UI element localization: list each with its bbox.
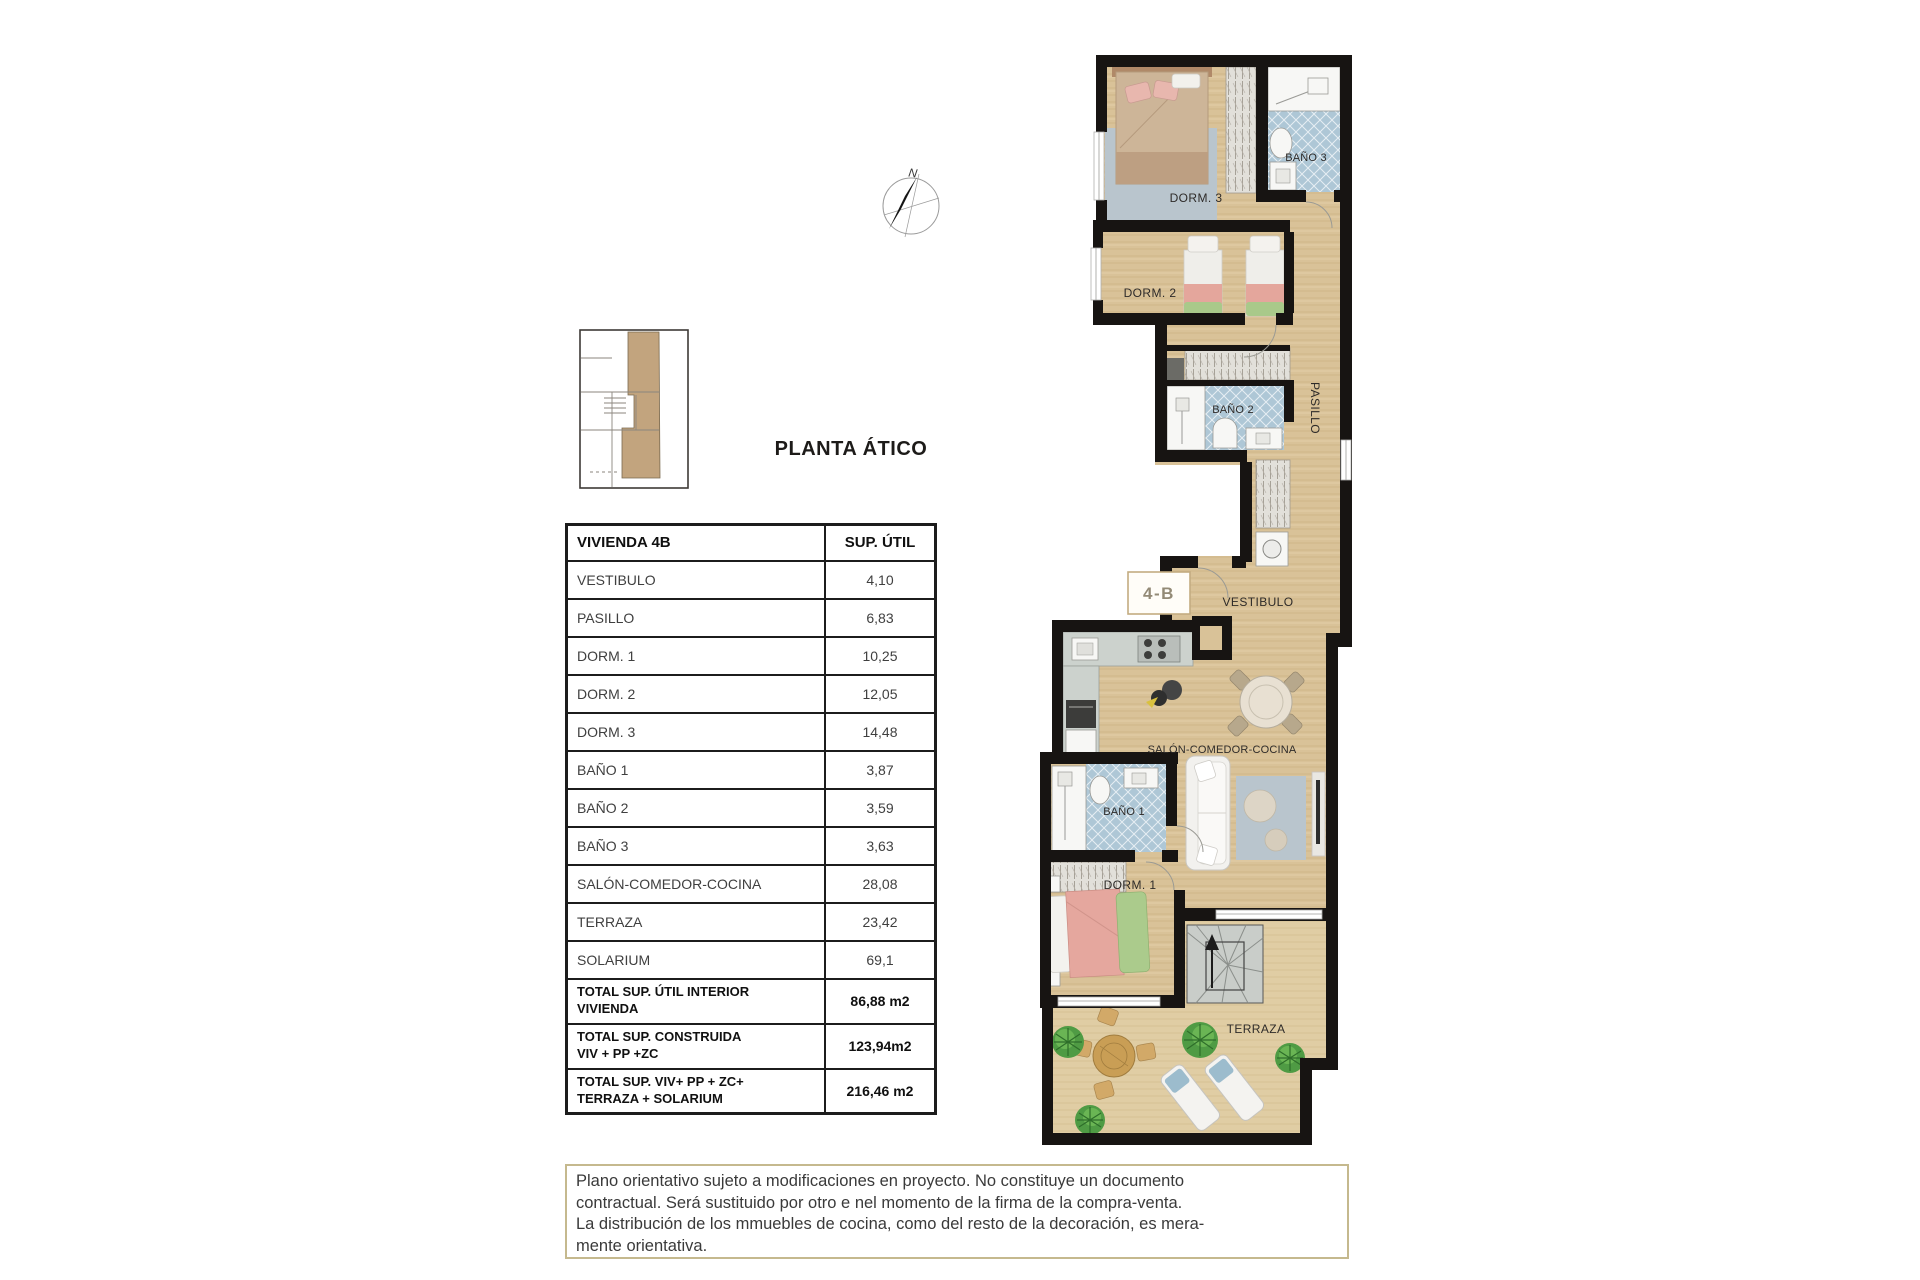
mini-plan-stairs [604,398,626,413]
row-value: 4,10 [825,561,936,599]
row-value: 3,63 [825,827,936,865]
table-row [567,903,936,941]
room-label-dorm3: DORM. 3 [1169,191,1223,205]
row-value: 28,08 [825,865,936,903]
window [1094,132,1104,200]
total-value: 216,46 m2 [825,1069,936,1114]
row-value: 14,48 [825,713,936,751]
disclaimer-line: contractual. Será sustituido por otro e nel momento de la firma de la compra-venta. [576,1193,1183,1212]
total-label: TOTAL SUP. CONSTRUIDA VIV + PP +ZC [567,1024,826,1069]
oven [1066,700,1096,728]
table-row [567,751,936,789]
table-header-unit: VIVIENDA 4B [567,525,826,561]
mini-plan-highlighted-unit [622,332,660,478]
row-label: TERRAZA [567,903,826,941]
row-value: 12,05 [825,675,936,713]
stairs-to-solarium [1187,925,1263,1003]
row-label: DORM. 1 [567,637,826,675]
row-label: BAÑO 3 [567,827,826,865]
row-label: DORM. 2 [567,675,826,713]
sofa [1186,756,1230,870]
window [1216,910,1322,919]
room-label-salon: SALÓN-COMEDOR-COCINA [1147,744,1297,756]
pouf [1244,790,1276,822]
table-total-row [567,979,936,1024]
window [1341,440,1351,480]
compass-north-label: N [907,165,919,181]
cooktop [1138,636,1180,662]
table-header-row [567,525,936,561]
room-label-dorm1: DORM. 1 [1103,878,1157,892]
row-label: BAÑO 1 [567,751,826,789]
table-row [567,865,936,903]
room-label-bano2: BAÑO 2 [1212,404,1254,416]
row-value: 10,25 [825,637,936,675]
window [1058,997,1160,1006]
row-label: VESTIBULO [567,561,826,599]
table-row [567,637,936,675]
page-title: PLANTA ÁTICO [774,438,928,460]
table-row [567,675,936,713]
row-value: 69,1 [825,941,936,979]
table-row [567,713,936,751]
unit-tag-4b [1128,572,1190,614]
total-label: TOTAL SUP. VIV+ PP + ZC+ TERRAZA + SOLARIUM [567,1069,826,1114]
window [1091,248,1101,300]
table-row [567,599,936,637]
floor-plan-drawing [1010,40,1410,1200]
room-label-dorm2: DORM. 2 [1123,286,1177,300]
room-label-bano3: BAÑO 3 [1285,152,1327,164]
mini-location-plan [570,322,700,497]
row-value: 3,59 [825,789,936,827]
disclaimer-box [565,1164,1349,1259]
room-label-pasillo: PASILLO [1308,382,1322,434]
areas-table [565,523,937,1115]
room-label-vestibulo: VESTIBULO [1222,595,1294,609]
compass-circle [883,178,939,234]
table-total-row [567,1069,936,1114]
row-label: BAÑO 2 [567,789,826,827]
unit-label: 4-B [1143,584,1175,603]
row-label: DORM. 3 [567,713,826,751]
row-value: 3,87 [825,751,936,789]
compass-rose [865,125,960,250]
tv [1316,780,1320,844]
room-label-bano1: BAÑO 1 [1103,806,1145,818]
disclaimer-line: Plano orientativo sujeto a modificaciones en proyecto. No constituye un documento [576,1172,1185,1190]
table-total-row [567,1024,936,1069]
table-header-area: SUP. ÚTIL [825,525,936,561]
table-row [567,789,936,827]
table-row [567,941,936,979]
room-label-terraza: TERRAZA [1226,1022,1286,1036]
bathroom-2 [1167,386,1284,450]
dining-table [1240,676,1292,728]
disclaimer-line: La distribución de los mmuebles de cocina, como del resto de la decoración, es mera- [576,1215,1205,1233]
total-value: 123,94m2 [825,1024,936,1069]
total-value: 86,88 m2 [825,979,936,1024]
pouf [1265,829,1287,851]
row-label: PASILLO [567,599,826,637]
row-label: SALÓN-COMEDOR-COCINA [567,865,826,903]
table-row [567,827,936,865]
row-value: 23,42 [825,903,936,941]
total-label: TOTAL SUP. ÚTIL INTERIOR VIVIENDA [567,979,826,1024]
bathroom-3 [1268,67,1340,192]
table-row [567,561,936,599]
disclaimer-line: mente orientativa. [576,1236,708,1255]
row-label: SOLARIUM [567,941,826,979]
row-value: 6,83 [825,599,936,637]
